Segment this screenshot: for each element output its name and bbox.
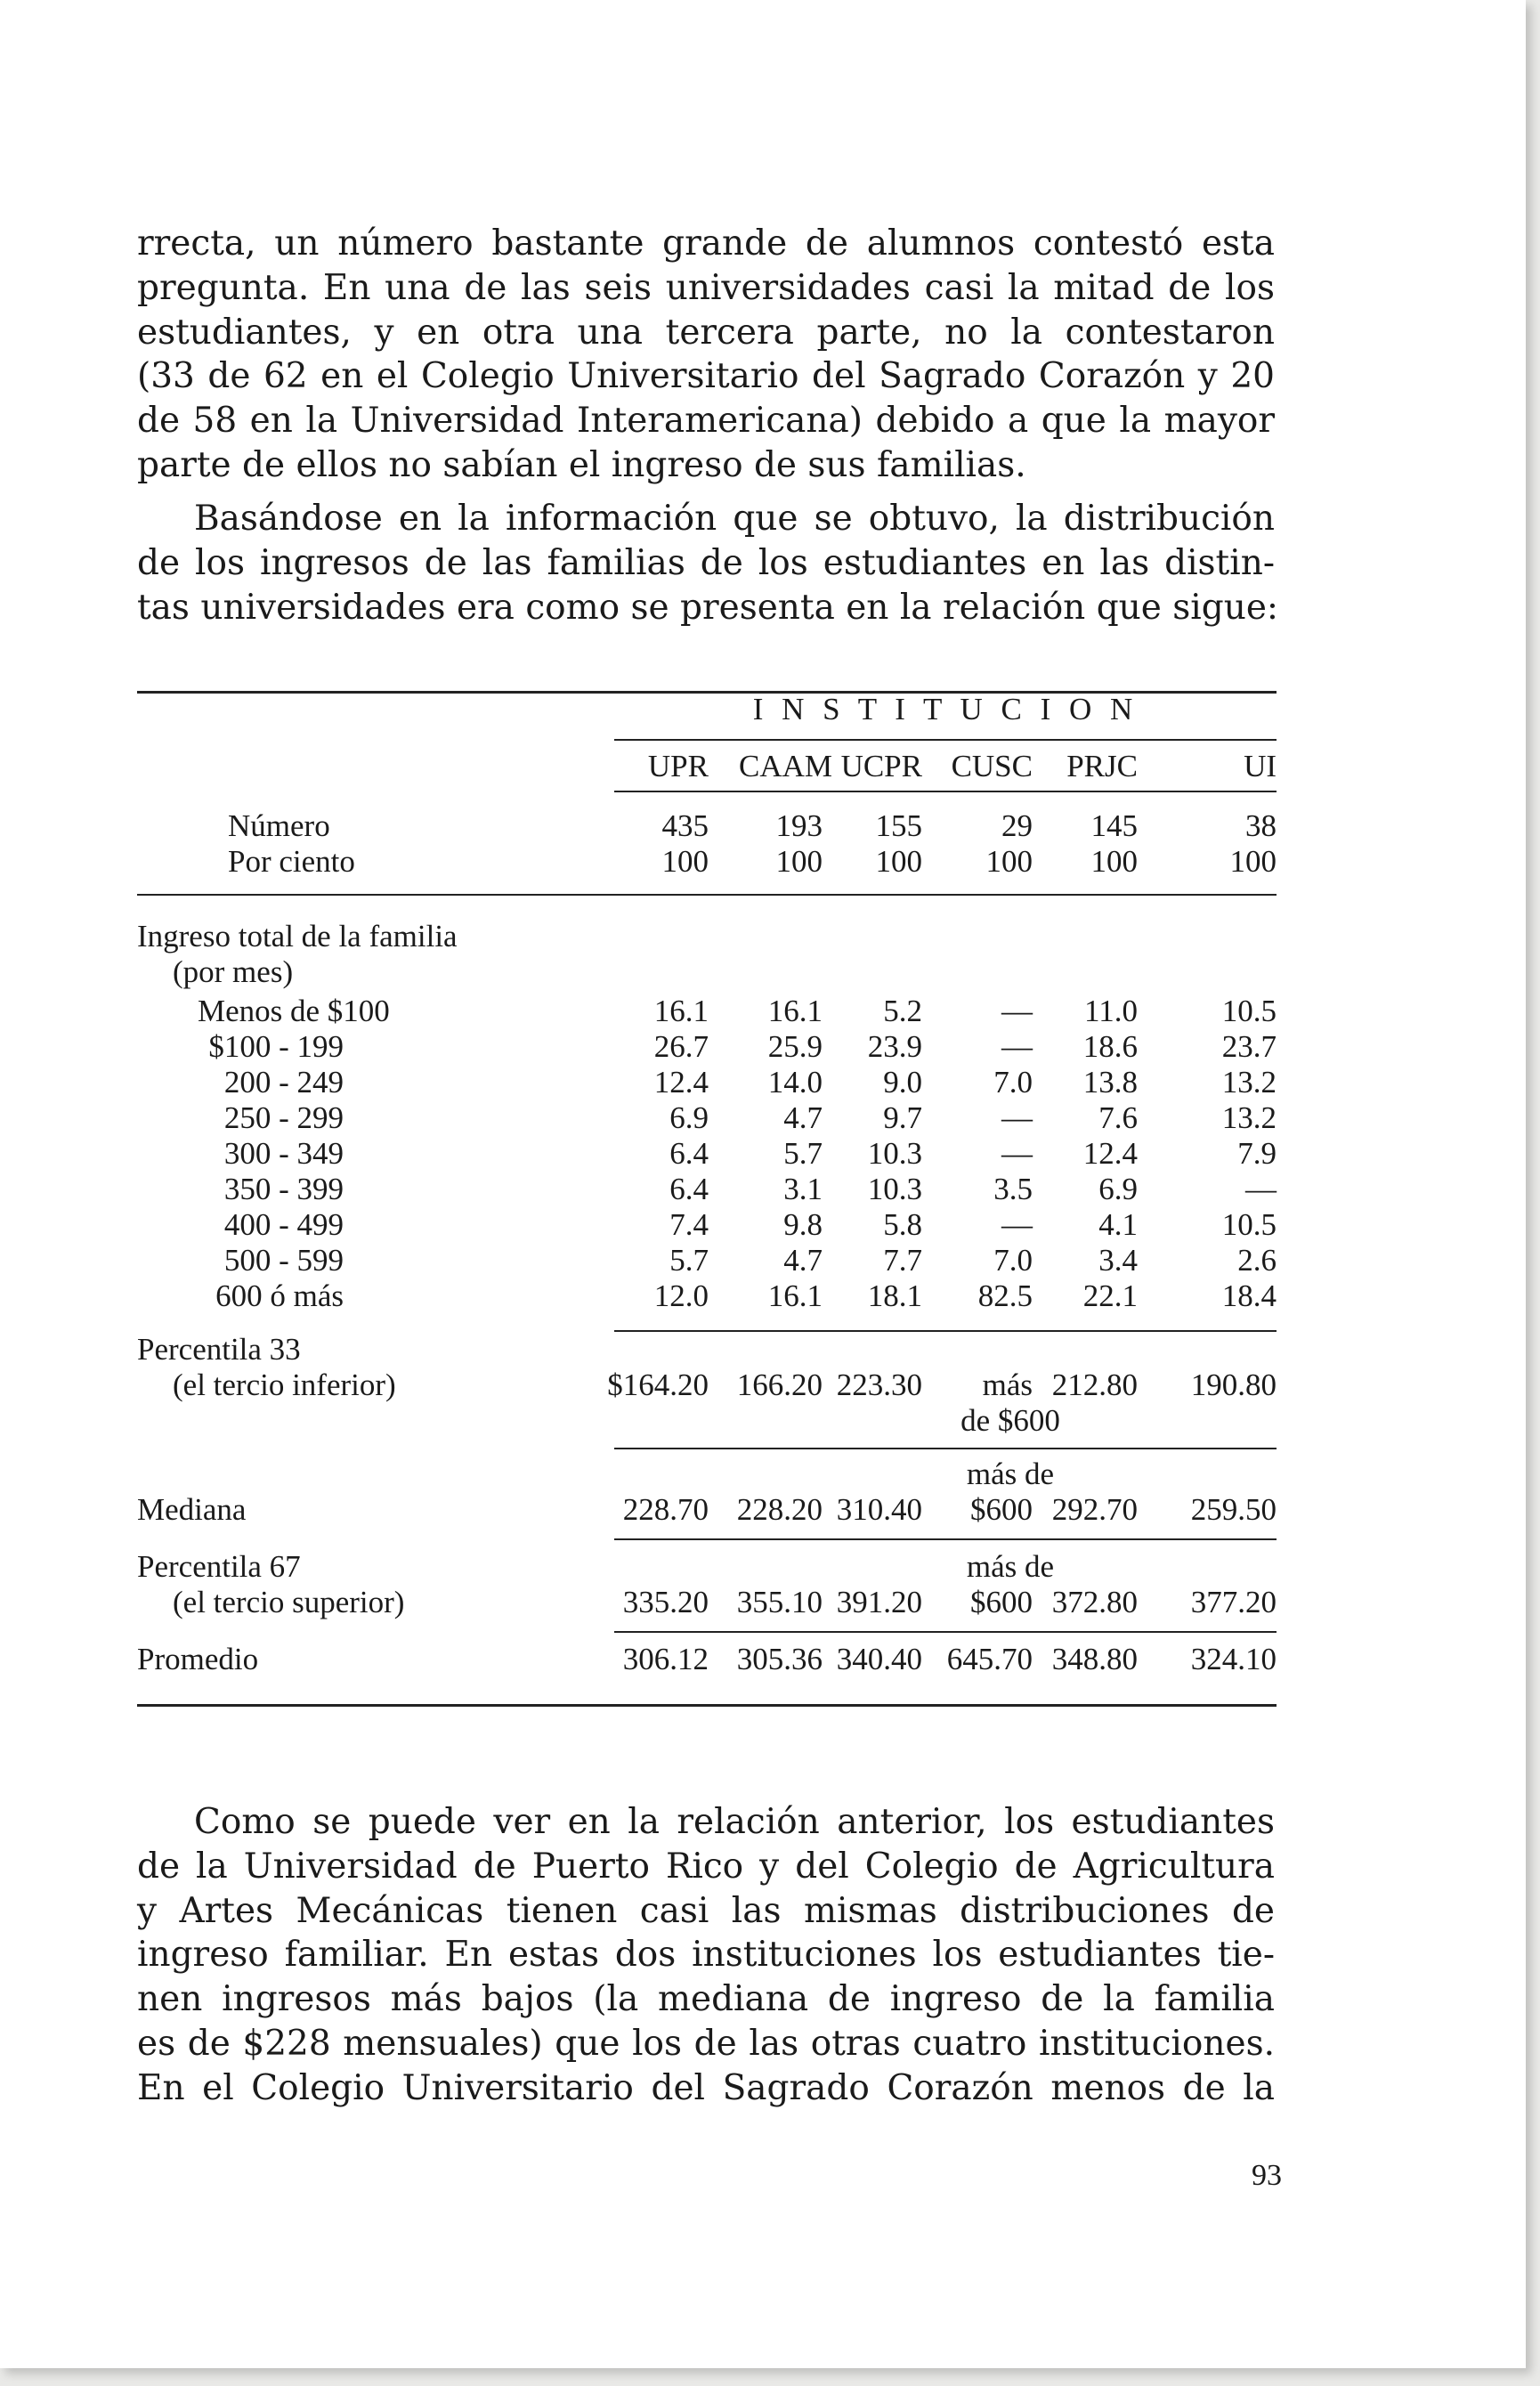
table-cell: 4.1 (1098, 1207, 1138, 1242)
table-cell: 9.7 (883, 1100, 922, 1135)
table-cell: 16.1 (767, 994, 823, 1028)
income-range-label: 350 - 399 (223, 1172, 344, 1206)
table-cell: 82.5 (977, 1278, 1033, 1313)
table-cell: 12.0 (653, 1278, 709, 1313)
column-header-rule (614, 791, 1277, 792)
text-line: tas universidades era como se presenta en la relación que sigue: (137, 587, 1279, 628)
table-cell: 166.20 (736, 1367, 823, 1402)
table-cell: 100 (1229, 844, 1277, 879)
row-rule (614, 1330, 1277, 1332)
text-line: pregunta. En una de las seis universidades casi la mitad de los (137, 267, 1275, 308)
table-cell: 6.9 (669, 1100, 709, 1135)
second-paragraph (137, 497, 1279, 629)
row-label: (el tercio superior) (173, 1585, 405, 1619)
table-cell: $164.20 (607, 1367, 709, 1402)
text-line: Como se puede ver en la relación anterior, los estudiantes (194, 1802, 1275, 1842)
table-cell: 100 (775, 844, 823, 879)
table-cell: 100 (985, 844, 1033, 879)
column-header: CAAM (739, 749, 833, 783)
column-header: UCPR (840, 749, 922, 783)
table-cell: 3.4 (1098, 1243, 1138, 1278)
table-cell: 12.4 (1082, 1136, 1138, 1171)
table-cell: — (1001, 994, 1033, 1028)
row-note: más de (966, 1549, 1055, 1584)
table-cell: 9.8 (783, 1207, 823, 1242)
row-label: Percentila 67 (137, 1549, 301, 1584)
table-cell: 4.7 (783, 1243, 823, 1278)
text-line: Basándose en la información que se obtuvo, la distribución (194, 499, 1275, 539)
table-cell: 7.4 (669, 1207, 709, 1242)
table-cell: 3.5 (993, 1172, 1033, 1206)
table-cell: 190.80 (1190, 1367, 1277, 1402)
table-cell: 305.36 (736, 1642, 823, 1676)
table-cell: — (1001, 1136, 1033, 1171)
table-cell: 7.7 (883, 1243, 922, 1278)
section-label: Ingreso total de la familia (137, 919, 458, 954)
table-cell: 372.80 (1051, 1585, 1138, 1619)
table-cell: 14.0 (767, 1065, 823, 1100)
table-cell: 355.10 (736, 1585, 823, 1619)
table-cell: — (1001, 1100, 1033, 1135)
row-rule (614, 1448, 1277, 1449)
table-cell: 377.20 (1190, 1585, 1277, 1619)
table-cell: — (1001, 1207, 1033, 1242)
table-cell: 324.10 (1190, 1642, 1277, 1676)
table-cell: 645.70 (946, 1642, 1033, 1676)
table-cell: 259.50 (1190, 1492, 1277, 1527)
table-cell: 310.40 (836, 1492, 922, 1527)
text-line: En el Colegio Universitario del Sagrado Corazón menos de la (137, 2067, 1275, 2108)
table-cell: 228.20 (736, 1492, 823, 1527)
table-cell: 5.2 (883, 994, 922, 1028)
table-cell: 22.1 (1082, 1278, 1138, 1313)
table-cell: 16.1 (653, 994, 709, 1028)
table-cell: 391.20 (836, 1585, 922, 1619)
income-range-label: 200 - 249 (223, 1065, 344, 1100)
table-cell: 6.4 (669, 1172, 709, 1206)
table-cell: 11.0 (1084, 994, 1138, 1028)
table-cell: 10.3 (867, 1136, 922, 1171)
text-line: ingreso familiar. En estas dos instituciones los estudiantes tie- (137, 1935, 1275, 1976)
row-label: Promedio (137, 1642, 259, 1676)
text-line: nen ingresos más bajos (la mediana de ingreso de la familia (137, 1979, 1275, 2020)
table-cell: 9.0 (883, 1065, 922, 1100)
row-label: Por ciento (228, 844, 355, 879)
table-cell: 25.9 (767, 1029, 823, 1064)
table-cell: 12.4 (653, 1065, 709, 1100)
table-cell: 10.3 (867, 1172, 922, 1206)
table-cell: 5.8 (883, 1207, 922, 1242)
section-rule (137, 894, 1277, 896)
table-cell: 23.7 (1221, 1029, 1277, 1064)
income-range-label: 300 - 349 (223, 1136, 344, 1171)
table-cell: 155 (875, 808, 922, 843)
income-range-label: 500 - 599 (223, 1243, 344, 1278)
table-cell: 13.8 (1082, 1065, 1138, 1100)
text-line: de los ingresos de las familias de los estudiantes en las distin- (137, 542, 1275, 583)
row-label: (el tercio inferior) (173, 1367, 396, 1402)
table-cell: 2.6 (1237, 1243, 1277, 1278)
table-cell: 38 (1245, 808, 1277, 843)
income-range-label: 400 - 499 (223, 1207, 344, 1242)
table-cell: 3.1 (783, 1172, 823, 1206)
text-line: rrecta, un número bastante grande de alumnos contestó esta (137, 223, 1275, 264)
table-cell: 7.9 (1237, 1136, 1277, 1171)
page-number: 93 (1252, 2159, 1282, 2192)
table-cell: 18.6 (1082, 1029, 1138, 1064)
section-label: (por mes) (173, 954, 294, 989)
table-cell: 18.4 (1221, 1278, 1277, 1313)
table-heading: I N S T I T U C I O N (752, 692, 1139, 726)
text-line: y Artes Mecánicas tienen casi las mismas distribuciones de (137, 1890, 1275, 1931)
table-cell: 5.7 (783, 1136, 823, 1171)
income-range-label: 600 ó más (215, 1278, 344, 1313)
table-bottom-rule (137, 1704, 1277, 1707)
table-cell: 7.0 (993, 1243, 1033, 1278)
income-range-label: 250 - 299 (223, 1100, 344, 1135)
row-label: Mediana (137, 1492, 247, 1527)
table-cell: — (1245, 1172, 1277, 1206)
row-note: más de (966, 1457, 1055, 1491)
table-cell: 228.70 (622, 1492, 709, 1527)
heading-rule (614, 739, 1277, 741)
table-cell: 7.6 (1098, 1100, 1138, 1135)
table-cell: 193 (775, 808, 823, 843)
table-cell: más (982, 1367, 1033, 1402)
table-cell: 340.40 (836, 1642, 922, 1676)
text-line: (33 de 62 en el Colegio Universitario del Sagrado Corazón y 20 (137, 356, 1275, 397)
table-cell: 5.7 (669, 1243, 709, 1278)
text-line: de la Universidad de Puerto Rico y del Colegio de Agricultura (137, 1846, 1275, 1887)
table-cell: 26.7 (653, 1029, 709, 1064)
table-cell: 335.20 (622, 1585, 709, 1619)
text-line: parte de ellos no sabían el ingreso de sus familias. (137, 444, 1026, 485)
table-cell: 13.2 (1221, 1100, 1277, 1135)
row-note: de $600 (960, 1403, 1060, 1438)
table-cell: 100 (875, 844, 922, 879)
row-label: Número (228, 808, 330, 843)
table-cell: 13.2 (1221, 1065, 1277, 1100)
table-cell: 23.9 (867, 1029, 922, 1064)
table-cell: — (1001, 1029, 1033, 1064)
income-range-label: $100 - 199 (208, 1029, 344, 1064)
table-cell: 348.80 (1051, 1642, 1138, 1676)
closing-paragraph (137, 1800, 1275, 2111)
table-cell: 16.1 (767, 1278, 823, 1313)
table-cell: 212.80 (1051, 1367, 1138, 1402)
table-cell: 292.70 (1051, 1492, 1138, 1527)
column-header: UI (1244, 749, 1277, 783)
text-line: es de $228 mensuales) que los de las otras cuatro instituciones. (137, 2023, 1275, 2064)
row-rule (614, 1631, 1277, 1633)
table-cell: 306.12 (622, 1642, 709, 1676)
column-header: PRJC (1066, 749, 1138, 783)
intro-paragraph (137, 222, 1275, 488)
column-header: UPR (647, 749, 709, 783)
table-cell: $600 (970, 1492, 1033, 1527)
row-rule (614, 1538, 1277, 1540)
table-cell: 29 (1001, 808, 1033, 843)
table-cell: 7.0 (993, 1065, 1033, 1100)
table-cell: 10.5 (1221, 1207, 1277, 1242)
row-label: Percentila 33 (137, 1332, 301, 1367)
text-line: estudiantes, y en otra una tercera parte, no la contestaron (137, 312, 1275, 353)
income-range-label: Menos de $100 (198, 994, 390, 1028)
table-cell: 223.30 (836, 1367, 922, 1402)
table-cell: 6.4 (669, 1136, 709, 1171)
table-cell: 10.5 (1221, 994, 1277, 1028)
table-cell: 18.1 (867, 1278, 922, 1313)
column-header: CUSC (951, 749, 1033, 783)
table-cell: 100 (1090, 844, 1138, 879)
table-cell: $600 (970, 1585, 1033, 1619)
table-cell: 145 (1090, 808, 1138, 843)
table-cell: 4.7 (783, 1100, 823, 1135)
table-cell: 435 (661, 808, 709, 843)
text-line: de 58 en la Universidad Interamericana) debido a que la mayor (137, 401, 1275, 442)
table-cell: 6.9 (1098, 1172, 1138, 1206)
table-cell: 100 (661, 844, 709, 879)
